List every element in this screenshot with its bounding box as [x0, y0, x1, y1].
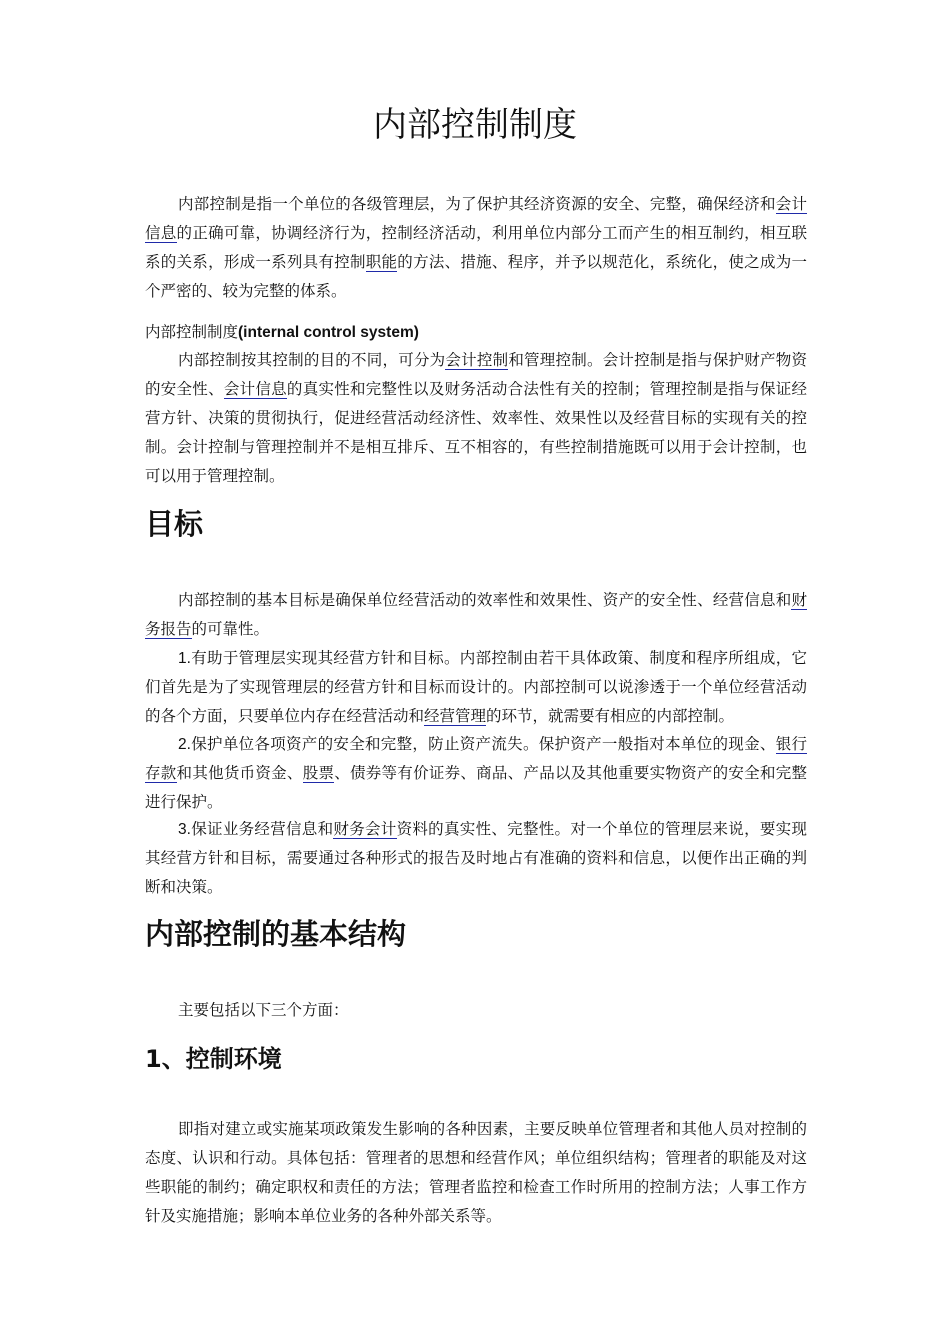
- link-accounting-info-2[interactable]: 会计信息: [223, 380, 287, 398]
- heading-control-environment-label: 、控制环境: [161, 1045, 282, 1073]
- goal-item-3-text-2: 资料的真实性、完整性。对一个单位的管理层来说，要实现其经营方针和目标，需要通过各种形式的报告及时地占有准确的资料和信息，以便作出正确的判断和决策。: [145, 820, 807, 896]
- link-accounting-info[interactable]: 会计信息: [145, 195, 807, 242]
- goal-item-2-text-3: 、债券等有价证券、商品、产品以及其他重要实物资产的安全和完整进行保护。: [145, 764, 807, 811]
- structure-intro: 主要包括以下三个方面：: [178, 1001, 349, 1019]
- goal-item-2-num: 2.: [178, 736, 191, 753]
- goal-item-3-num: 3.: [178, 821, 191, 838]
- heading-goal: 目标: [145, 507, 204, 541]
- subtitle-cn: 内部控制制度: [145, 323, 239, 341]
- heading-control-environment: [145, 1042, 282, 1076]
- goal-text-1: 内部控制的基本目标是确保单位经营活动的效率性和效果性、资产的安全性、经营信息和: [178, 591, 792, 609]
- goal-item-1-num: 1.: [178, 650, 191, 667]
- link-business-management[interactable]: 经营管理: [424, 707, 487, 725]
- intro-text-2: 的正确可靠，协调经济行为，控制经济活动，利用单位内部分工而产生的相互制约，相互联系的关系，形成一系列具有控制: [145, 224, 807, 271]
- goal-text-2: 的可靠性。: [191, 620, 270, 638]
- link-financial-report[interactable]: 财务报告: [145, 591, 807, 638]
- goal-item-1: [145, 644, 807, 731]
- goal-item-1-text-1: 有助于管理层实现其经营方针和目标。内部控制由若干具体政策、制度和程序所组成，它们首先是为了实现管理层的经营方针和目标而设计的。内部控制可以说渗透于一个单位经营活动的各个方面，只要单位内存在经营活动和: [145, 649, 807, 725]
- subtitle: [145, 318, 419, 347]
- link-function[interactable]: 职能: [365, 253, 398, 271]
- goal-item-1-text-2: 的环节，就需要有相应的内部控制。: [486, 707, 735, 725]
- link-accounting-control[interactable]: 会计控制: [445, 351, 509, 369]
- para2-text-1: 内部控制按其控制的目的不同，可分为: [178, 351, 446, 369]
- para2-text-2: 和管理控制。会计控制是指与保护财产物资的安全性、: [145, 351, 807, 398]
- goal-item-2: [145, 730, 807, 817]
- control-environment-paragraph: 即指对建立或实施某项政策发生影响的各种因素，主要反映单位管理者和其他人员对控制的态度、认识和行动。具体包括：管理者的思想和经营作风；单位组织结构；管理者的职能及对这些职能的制约；确定职权和责任的方法；管理者监控和检查工作时所用的控制方法；人事工作方针及实施措施；影响本单位业务的各种外部关系等。: [145, 1120, 807, 1225]
- goal-item-2-text-2: 和其他货币资金、: [176, 764, 303, 782]
- link-financial-accounting[interactable]: 财务会计: [333, 820, 397, 838]
- control-types-paragraph: [145, 346, 807, 491]
- intro-paragraph: [145, 190, 807, 306]
- goal-paragraph: [145, 586, 807, 644]
- heading-structure: 内部控制的基本结构: [145, 917, 407, 951]
- link-stock[interactable]: 股票: [302, 764, 335, 782]
- document-title: 内部控制制度: [373, 105, 577, 145]
- goal-item-3-text-1: 保证业务经营信息和: [190, 820, 334, 838]
- intro-text-3: 的方法、措施、程序，并予以规范化，系统化，使之成为一个严密的、较为完整的体系。: [145, 253, 807, 300]
- goal-item-2-text-1: 保护单位各项资产的安全和完整，防止资产流失。保护资产一般指对本单位的现金、: [190, 735, 776, 753]
- subtitle-en: (internal control system): [238, 324, 419, 341]
- heading-control-environment-num: 1: [145, 1045, 162, 1073]
- link-bank-deposit[interactable]: 银行存款: [145, 735, 807, 782]
- goal-item-3: [145, 815, 807, 902]
- para2-text-3: 的真实性和完整性以及财务活动合法性有关的控制；管理控制是指与保证经营方针、决策的贯彻执行，促进经营活动经济性、效率性、效果性以及经营目标的实现有关的控制。会计控制与管理控制并不是相互排斥、互不相容的，有些控制措施既可以用于会计控制，也可以用于管理控制。: [145, 380, 807, 485]
- intro-text-1: 内部控制是指一个单位的各级管理层，为了保护其经济资源的安全、完整，确保经济和: [178, 195, 776, 213]
